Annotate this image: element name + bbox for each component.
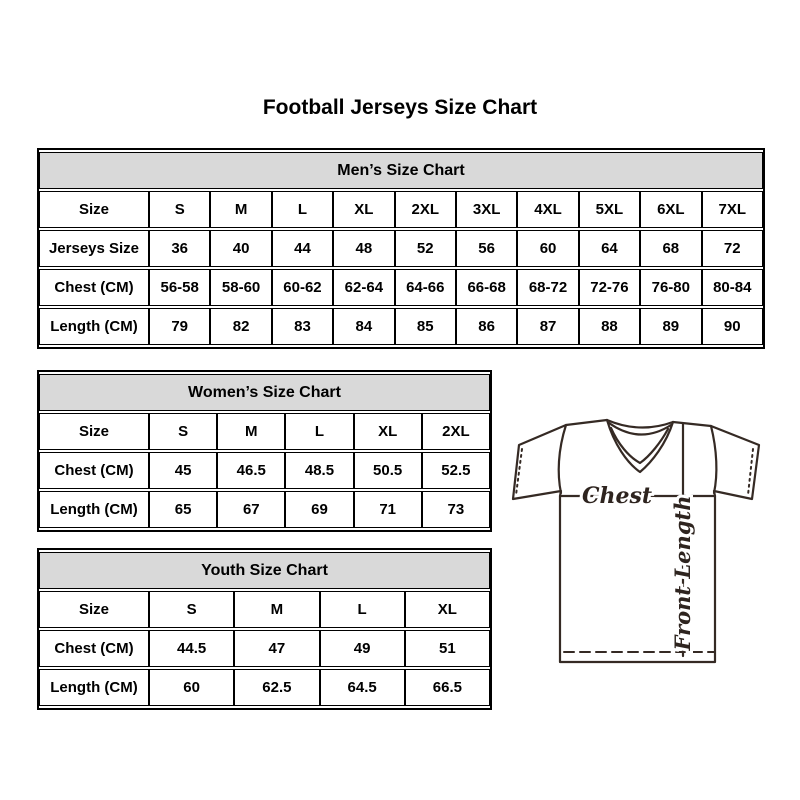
youth-value-cell: 51 xyxy=(405,630,490,667)
youth-table-row xyxy=(39,630,490,667)
youth-row-label: Size xyxy=(39,591,149,628)
mens-table-row xyxy=(39,230,763,267)
mens-value-cell: 7XL xyxy=(702,191,763,228)
womens-table-row xyxy=(39,413,490,450)
womens-value-cell: 67 xyxy=(217,491,285,528)
youth-value-cell: 62.5 xyxy=(234,669,319,706)
womens-value-cell: 69 xyxy=(285,491,353,528)
mens-value-cell: 4XL xyxy=(517,191,578,228)
womens-value-cell: XL xyxy=(354,413,422,450)
mens-table-row xyxy=(39,308,763,345)
youth-table-title: Youth Size Chart xyxy=(39,552,490,589)
chest-measure-label: Chest xyxy=(581,483,653,509)
womens-row-label: Length (CM) xyxy=(39,491,149,528)
mens-row-label: Length (CM) xyxy=(39,308,149,345)
mens-value-cell: XL xyxy=(333,191,394,228)
womens-value-cell: 45 xyxy=(149,452,217,489)
mens-value-cell: 40 xyxy=(210,230,271,267)
mens-value-cell: 89 xyxy=(640,308,701,345)
womens-value-cell: 71 xyxy=(354,491,422,528)
youth-value-cell: 64.5 xyxy=(320,669,405,706)
mens-value-cell: 68-72 xyxy=(517,269,578,306)
front-length-measure-label: Front Length xyxy=(670,495,695,651)
youth-value-cell: 47 xyxy=(234,630,319,667)
youth-value-cell: 44.5 xyxy=(149,630,234,667)
mens-value-cell: 56 xyxy=(456,230,517,267)
mens-value-cell: 2XL xyxy=(395,191,456,228)
mens-value-cell: 62-64 xyxy=(333,269,394,306)
jersey-armhole-right xyxy=(711,426,716,493)
mens-value-cell: 3XL xyxy=(456,191,517,228)
mens-value-cell: 56-58 xyxy=(149,269,210,306)
youth-row-label: Chest (CM) xyxy=(39,630,149,667)
womens-value-cell: 46.5 xyxy=(217,452,285,489)
mens-row-label: Chest (CM) xyxy=(39,269,149,306)
mens-table-title: Men’s Size Chart xyxy=(39,152,763,189)
jersey-body-outline xyxy=(513,420,759,662)
mens-value-cell: 68 xyxy=(640,230,701,267)
mens-value-cell: 79 xyxy=(149,308,210,345)
mens-value-cell: 5XL xyxy=(579,191,640,228)
womens-value-cell: S xyxy=(149,413,217,450)
womens-row-label: Chest (CM) xyxy=(39,452,149,489)
jersey-measurement-diagram xyxy=(500,400,780,680)
youth-table-row xyxy=(39,591,490,628)
womens-table-row xyxy=(39,452,490,489)
mens-value-cell: 72 xyxy=(702,230,763,267)
mens-value-cell: S xyxy=(149,191,210,228)
youth-value-cell: XL xyxy=(405,591,490,628)
jersey-armhole-left xyxy=(559,425,566,493)
jersey-cuff-dotted-right xyxy=(748,449,753,495)
jersey-vneck-inner xyxy=(611,428,668,463)
youth-value-cell: M xyxy=(234,591,319,628)
mens-value-cell: 60 xyxy=(517,230,578,267)
mens-value-cell: 85 xyxy=(395,308,456,345)
youth-table-row xyxy=(39,669,490,706)
womens-table-title: Women’s Size Chart xyxy=(39,374,490,411)
womens-row-label: Size xyxy=(39,413,149,450)
mens-row-label: Size xyxy=(39,191,149,228)
mens-value-cell: 44 xyxy=(272,230,333,267)
mens-value-cell: 36 xyxy=(149,230,210,267)
womens-value-cell: 73 xyxy=(422,491,490,528)
mens-value-cell: 76-80 xyxy=(640,269,701,306)
mens-value-cell: 80-84 xyxy=(702,269,763,306)
womens-value-cell: 2XL xyxy=(422,413,490,450)
youth-value-cell: 49 xyxy=(320,630,405,667)
womens-value-cell: 50.5 xyxy=(354,452,422,489)
mens-value-cell: 88 xyxy=(579,308,640,345)
mens-value-cell: 64 xyxy=(579,230,640,267)
mens-value-cell: L xyxy=(272,191,333,228)
mens-table-row xyxy=(39,269,763,306)
womens-size-table xyxy=(37,370,492,532)
mens-value-cell: 52 xyxy=(395,230,456,267)
mens-value-cell: 82 xyxy=(210,308,271,345)
mens-value-cell: 87 xyxy=(517,308,578,345)
womens-value-cell: L xyxy=(285,413,353,450)
mens-value-cell: 58-60 xyxy=(210,269,271,306)
mens-table-row xyxy=(39,191,763,228)
womens-value-cell: 52.5 xyxy=(422,452,490,489)
page-title: Football Jerseys Size Chart xyxy=(262,96,538,119)
mens-size-table xyxy=(37,148,765,349)
youth-value-cell: L xyxy=(320,591,405,628)
jersey-outline-icon xyxy=(500,400,780,680)
mens-value-cell: M xyxy=(210,191,271,228)
womens-value-cell: M xyxy=(217,413,285,450)
womens-table-row xyxy=(39,491,490,528)
youth-size-table xyxy=(37,548,492,710)
mens-value-cell: 66-68 xyxy=(456,269,517,306)
jersey-collar-back xyxy=(607,420,673,428)
youth-value-cell: 60 xyxy=(149,669,234,706)
mens-value-cell: 72-76 xyxy=(579,269,640,306)
mens-value-cell: 90 xyxy=(702,308,763,345)
youth-row-label: Length (CM) xyxy=(39,669,149,706)
mens-value-cell: 48 xyxy=(333,230,394,267)
mens-value-cell: 84 xyxy=(333,308,394,345)
mens-value-cell: 60-62 xyxy=(272,269,333,306)
mens-value-cell: 64-66 xyxy=(395,269,456,306)
womens-value-cell: 65 xyxy=(149,491,217,528)
youth-value-cell: 66.5 xyxy=(405,669,490,706)
youth-value-cell: S xyxy=(149,591,234,628)
mens-value-cell: 6XL xyxy=(640,191,701,228)
mens-row-label: Jerseys Size xyxy=(39,230,149,267)
mens-value-cell: 86 xyxy=(456,308,517,345)
mens-value-cell: 83 xyxy=(272,308,333,345)
womens-value-cell: 48.5 xyxy=(285,452,353,489)
